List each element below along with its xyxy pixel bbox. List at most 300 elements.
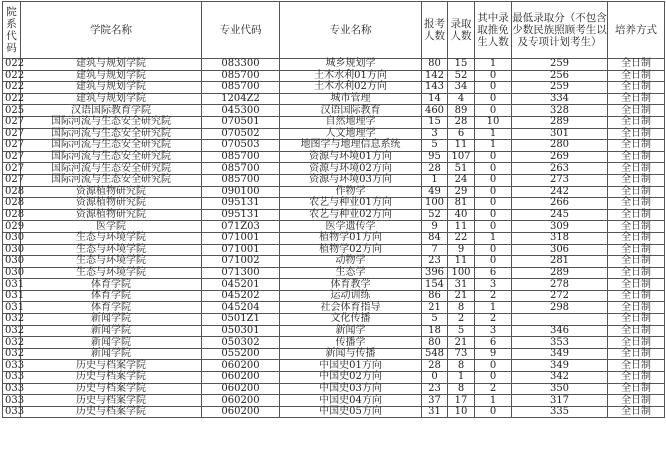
table-row — [3, 383, 665, 395]
cell-major-name: 中国史05方向 — [280, 406, 422, 418]
cell-exempt: 1 — [475, 395, 512, 407]
cell-admitted: 10 — [448, 406, 475, 418]
cell-dept-code: 033 — [3, 372, 21, 384]
cell-admitted: 40 — [448, 209, 475, 221]
cell-dept-code: 031 — [3, 290, 21, 302]
cell-min-score: 259 — [512, 59, 608, 71]
cell-dept-name: 新闻学院 — [21, 348, 202, 360]
cell-admitted: 31 — [448, 279, 475, 291]
cell-major-code: 085700 — [202, 82, 280, 94]
cell-applicants: 396 — [422, 267, 448, 279]
cell-mode: 全日制 — [608, 267, 665, 279]
cell-major-code: 060200 — [202, 383, 280, 395]
cell-admitted: 52 — [448, 70, 475, 82]
table-row — [3, 209, 665, 221]
table-row — [3, 325, 665, 337]
cell-exempt: 0 — [475, 105, 512, 117]
cell-dept-code: 030 — [3, 232, 21, 244]
cell-applicants: 100 — [422, 198, 448, 210]
cell-major-name: 生态学 — [280, 267, 422, 279]
cell-applicants: 28 — [422, 360, 448, 372]
cell-major-code: 083300 — [202, 59, 280, 71]
cell-dept-name: 国际河流与生态安全研究院 — [21, 128, 202, 140]
cell-mode: 全日制 — [608, 163, 665, 175]
cell-dept-name: 国际河流与生态安全研究院 — [21, 151, 202, 163]
cell-mode: 全日制 — [608, 82, 665, 94]
cell-major-name: 资源与环境03方向 — [280, 174, 422, 186]
table-row — [3, 116, 665, 128]
table-row — [3, 221, 665, 233]
cell-major-code: 085700 — [202, 163, 280, 175]
cell-min-score: 263 — [512, 163, 608, 175]
cell-dept-name: 体育学院 — [21, 302, 202, 314]
cell-min-score: 349 — [512, 348, 608, 360]
cell-applicants: 86 — [422, 290, 448, 302]
cell-admitted: 24 — [448, 174, 475, 186]
cell-exempt: 0 — [475, 93, 512, 105]
cell-admitted: 21 — [448, 290, 475, 302]
cell-exempt: 0 — [475, 198, 512, 210]
cell-min-score: 273 — [512, 174, 608, 186]
cell-applicants: 1 — [422, 174, 448, 186]
cell-min-score: 306 — [512, 244, 608, 256]
cell-dept-code: 033 — [3, 360, 21, 372]
table-row — [3, 93, 665, 105]
cell-dept-name: 资源植物研究院 — [21, 198, 202, 210]
cell-dept-name: 生态与环境学院 — [21, 232, 202, 244]
cell-min-score: 256 — [512, 70, 608, 82]
cell-dept-code: 033 — [3, 395, 21, 407]
cell-dept-code: 027 — [3, 174, 21, 186]
table-row — [3, 198, 665, 210]
cell-dept-name: 医学院 — [21, 221, 202, 233]
cell-mode: 全日制 — [608, 209, 665, 221]
cell-applicants: 14 — [422, 93, 448, 105]
cell-major-name: 人文地理学 — [280, 128, 422, 140]
cell-min-score: 317 — [512, 395, 608, 407]
cell-min-score: 298 — [512, 302, 608, 314]
cell-admitted: 4 — [448, 93, 475, 105]
cell-applicants: 52 — [422, 209, 448, 221]
cell-dept-code: 027 — [3, 116, 21, 128]
cell-admitted: 89 — [448, 105, 475, 117]
cell-mode: 全日制 — [608, 406, 665, 418]
header-mode: 培养方式 — [608, 2, 665, 59]
cell-major-name: 自然地理学 — [280, 116, 422, 128]
cell-dept-name: 新闻学院 — [21, 325, 202, 337]
cell-exempt: 0 — [475, 82, 512, 94]
cell-admitted: 21 — [448, 337, 475, 349]
cell-mode: 全日制 — [608, 290, 665, 302]
cell-mode: 全日制 — [608, 186, 665, 198]
cell-mode: 全日制 — [608, 256, 665, 268]
cell-major-code: 045201 — [202, 279, 280, 291]
cell-mode: 全日制 — [608, 244, 665, 256]
cell-major-name: 运动训练 — [280, 290, 422, 302]
cell-major-code: 090100 — [202, 186, 280, 198]
cell-dept-name: 生态与环境学院 — [21, 256, 202, 268]
cell-min-score: 278 — [512, 279, 608, 291]
cell-major-code: 045204 — [202, 302, 280, 314]
cell-mode: 全日制 — [608, 105, 665, 117]
cell-admitted: 15 — [448, 59, 475, 71]
cell-min-score: 328 — [512, 105, 608, 117]
cell-admitted: 11 — [448, 221, 475, 233]
cell-min-score: 259 — [512, 82, 608, 94]
cell-major-name: 城乡规划学 — [280, 59, 422, 71]
cell-major-code: 085700 — [202, 70, 280, 82]
cell-dept-code: 022 — [3, 70, 21, 82]
cell-admitted: 1 — [448, 372, 475, 384]
cell-dept-code: 030 — [3, 256, 21, 268]
cell-exempt: 10 — [475, 116, 512, 128]
cell-admitted: 22 — [448, 232, 475, 244]
cell-applicants: 0 — [422, 372, 448, 384]
cell-major-name: 资源与环境02方向 — [280, 163, 422, 175]
cell-min-score: 272 — [512, 290, 608, 302]
cell-exempt: 1 — [475, 140, 512, 152]
cell-applicants: 548 — [422, 348, 448, 360]
cell-dept-code: 032 — [3, 337, 21, 349]
table-row — [3, 105, 665, 117]
table-row — [3, 267, 665, 279]
cell-admitted: 8 — [448, 383, 475, 395]
cell-exempt: 2 — [475, 314, 512, 326]
cell-major-code: 060200 — [202, 360, 280, 372]
cell-admitted: 28 — [448, 116, 475, 128]
cell-min-score: 289 — [512, 116, 608, 128]
cell-applicants: 154 — [422, 279, 448, 291]
cell-applicants: 142 — [422, 70, 448, 82]
cell-applicants: 5 — [422, 140, 448, 152]
cell-mode: 全日制 — [608, 128, 665, 140]
cell-exempt: 0 — [475, 163, 512, 175]
cell-major-name: 动物学 — [280, 256, 422, 268]
header-admitted: 录取人数 — [448, 2, 475, 59]
cell-admitted: 5 — [448, 325, 475, 337]
cell-dept-code: 029 — [3, 221, 21, 233]
cell-major-name: 中国史02方向 — [280, 372, 422, 384]
cell-major-name: 资源与环境01方向 — [280, 151, 422, 163]
table-row — [3, 59, 665, 71]
cell-min-score: 350 — [512, 383, 608, 395]
cell-min-score: 346 — [512, 325, 608, 337]
cell-min-score: 349 — [512, 360, 608, 372]
cell-major-code: 071001 — [202, 244, 280, 256]
cell-exempt: 9 — [475, 348, 512, 360]
cell-major-code: 071002 — [202, 256, 280, 268]
cell-dept-code: 027 — [3, 140, 21, 152]
cell-exempt: 0 — [475, 70, 512, 82]
cell-major-code: 070503 — [202, 140, 280, 152]
cell-applicants: 95 — [422, 151, 448, 163]
cell-admitted: 9 — [448, 244, 475, 256]
cell-applicants: 84 — [422, 232, 448, 244]
cell-mode: 全日制 — [608, 325, 665, 337]
cell-applicants: 5 — [422, 314, 448, 326]
cell-mode: 全日制 — [608, 93, 665, 105]
cell-major-code: 0501Z1 — [202, 314, 280, 326]
table-row — [3, 128, 665, 140]
cell-major-name: 农艺与种业01方向 — [280, 198, 422, 210]
cell-major-code: 071300 — [202, 267, 280, 279]
cell-dept-name: 国际河流与生态安全研究院 — [21, 116, 202, 128]
cell-dept-code: 028 — [3, 209, 21, 221]
cell-applicants: 37 — [422, 395, 448, 407]
cell-min-score: 245 — [512, 209, 608, 221]
cell-dept-code: 028 — [3, 186, 21, 198]
cell-dept-name: 国际河流与生态安全研究院 — [21, 174, 202, 186]
cell-dept-name: 新闻学院 — [21, 337, 202, 349]
table-row — [3, 302, 665, 314]
cell-min-score: 281 — [512, 256, 608, 268]
cell-major-code: 095131 — [202, 209, 280, 221]
table-row — [3, 406, 665, 418]
cell-applicants: 21 — [422, 302, 448, 314]
cell-major-code: 070502 — [202, 128, 280, 140]
cell-admitted: 51 — [448, 163, 475, 175]
table-row — [3, 395, 665, 407]
cell-exempt: 3 — [475, 325, 512, 337]
cell-major-name: 作物学 — [280, 186, 422, 198]
cell-dept-name: 历史与档案学院 — [21, 406, 202, 418]
cell-major-code: 085700 — [202, 174, 280, 186]
cell-dept-code: 032 — [3, 325, 21, 337]
cell-exempt: 0 — [475, 221, 512, 233]
cell-applicants: 9 — [422, 221, 448, 233]
table-row — [3, 279, 665, 291]
cell-dept-name: 建筑与规划学院 — [21, 59, 202, 71]
cell-dept-code: 032 — [3, 348, 21, 360]
cell-admitted: 17 — [448, 395, 475, 407]
cell-major-code: 060200 — [202, 372, 280, 384]
table-row — [3, 348, 665, 360]
cell-min-score: 335 — [512, 406, 608, 418]
cell-mode: 全日制 — [608, 360, 665, 372]
cell-major-name: 医学遗传学 — [280, 221, 422, 233]
cell-dept-code: 027 — [3, 163, 21, 175]
cell-major-code: 045202 — [202, 290, 280, 302]
cell-dept-name: 历史与档案学院 — [21, 383, 202, 395]
cell-admitted: 73 — [448, 348, 475, 360]
cell-dept-code: 033 — [3, 383, 21, 395]
cell-admitted: 11 — [448, 256, 475, 268]
cell-exempt: 3 — [475, 279, 512, 291]
header-dept-code: 院系代码 — [3, 2, 21, 59]
cell-mode: 全日制 — [608, 221, 665, 233]
cell-applicants: 143 — [422, 82, 448, 94]
cell-applicants: 15 — [422, 116, 448, 128]
table-row — [3, 290, 665, 302]
cell-dept-name: 国际河流与生态安全研究院 — [21, 163, 202, 175]
header-major-name: 专业名称 — [280, 2, 422, 59]
cell-exempt: 1 — [475, 232, 512, 244]
cell-exempt: 1 — [475, 302, 512, 314]
cell-mode: 全日制 — [608, 198, 665, 210]
cell-mode: 全日制 — [608, 70, 665, 82]
cell-dept-name: 体育学院 — [21, 279, 202, 291]
cell-major-code: 060200 — [202, 406, 280, 418]
cell-exempt: 2 — [475, 290, 512, 302]
cell-exempt: 0 — [475, 256, 512, 268]
cell-exempt: 0 — [475, 186, 512, 198]
cell-dept-name: 新闻学院 — [21, 314, 202, 326]
cell-admitted: 100 — [448, 267, 475, 279]
cell-admitted: 2 — [448, 314, 475, 326]
cell-dept-code: 022 — [3, 93, 21, 105]
cell-dept-code: 030 — [3, 267, 21, 279]
cell-applicants: 31 — [422, 406, 448, 418]
cell-min-score: 301 — [512, 128, 608, 140]
header-dept-name: 学院名称 — [21, 2, 202, 59]
cell-dept-code: 022 — [3, 82, 21, 94]
table-row — [3, 360, 665, 372]
cell-major-code: 055200 — [202, 348, 280, 360]
cell-applicants: 49 — [422, 186, 448, 198]
cell-dept-name: 汉语国际教育学院 — [21, 105, 202, 117]
cell-admitted: 29 — [448, 186, 475, 198]
cell-dept-name: 生态与环境学院 — [21, 244, 202, 256]
cell-major-name: 土木水利02方向 — [280, 82, 422, 94]
cell-major-code: 095131 — [202, 198, 280, 210]
cell-mode: 全日制 — [608, 348, 665, 360]
cell-min-score: 334 — [512, 93, 608, 105]
cell-mode: 全日制 — [608, 337, 665, 349]
cell-exempt: 0 — [475, 406, 512, 418]
header-applicants: 报考人数 — [422, 2, 448, 59]
cell-applicants: 18 — [422, 325, 448, 337]
cell-dept-name: 生态与环境学院 — [21, 267, 202, 279]
cell-mode: 全日制 — [608, 232, 665, 244]
cell-min-score: 242 — [512, 186, 608, 198]
table-row — [3, 140, 665, 152]
cell-min-score: 353 — [512, 337, 608, 349]
header-exempt: 其中录取推免生人数 — [475, 2, 512, 59]
cell-applicants: 80 — [422, 59, 448, 71]
cell-major-code: 070501 — [202, 116, 280, 128]
cell-exempt: 0 — [475, 174, 512, 186]
cell-dept-code: 032 — [3, 314, 21, 326]
cell-mode: 全日制 — [608, 314, 665, 326]
table-row — [3, 163, 665, 175]
cell-dept-code: 027 — [3, 151, 21, 163]
cell-applicants: 23 — [422, 256, 448, 268]
cell-mode: 全日制 — [608, 151, 665, 163]
cell-dept-code: 025 — [3, 105, 21, 117]
cell-admitted: 11 — [448, 140, 475, 152]
cell-dept-name: 建筑与规划学院 — [21, 93, 202, 105]
cell-mode: 全日制 — [608, 59, 665, 71]
cell-exempt: 0 — [475, 151, 512, 163]
table-row — [3, 186, 665, 198]
cell-dept-name: 历史与档案学院 — [21, 395, 202, 407]
cell-mode: 全日制 — [608, 116, 665, 128]
cell-applicants: 7 — [422, 244, 448, 256]
cell-admitted: 8 — [448, 360, 475, 372]
cell-major-name: 农艺与种业02方向 — [280, 209, 422, 221]
cell-major-name: 土木水利01方向 — [280, 70, 422, 82]
cell-applicants: 80 — [422, 337, 448, 349]
table-body — [3, 59, 665, 418]
table-row — [3, 337, 665, 349]
cell-min-score: 280 — [512, 140, 608, 152]
cell-admitted: 81 — [448, 198, 475, 210]
cell-major-name: 植物学02方向 — [280, 244, 422, 256]
cell-mode: 全日制 — [608, 140, 665, 152]
cell-major-name: 体育教学 — [280, 279, 422, 291]
cell-major-name: 新闻与传播 — [280, 348, 422, 360]
cell-applicants: 460 — [422, 105, 448, 117]
cell-mode: 全日制 — [608, 395, 665, 407]
cell-major-name: 中国史04方向 — [280, 395, 422, 407]
table-row — [3, 372, 665, 384]
cell-major-code: 045300 — [202, 105, 280, 117]
table-row — [3, 174, 665, 186]
cell-major-code: 085700 — [202, 151, 280, 163]
admission-score-table — [2, 1, 665, 418]
cell-major-name: 地图学与地理信息系统 — [280, 140, 422, 152]
cell-mode: 全日制 — [608, 372, 665, 384]
cell-exempt: 1 — [475, 128, 512, 140]
cell-major-name: 中国史03方向 — [280, 383, 422, 395]
cell-major-name: 文化传播 — [280, 314, 422, 326]
cell-major-code: 1204Z2 — [202, 93, 280, 105]
cell-dept-name: 资源植物研究院 — [21, 186, 202, 198]
cell-exempt: 0 — [475, 372, 512, 384]
cell-dept-code: 030 — [3, 244, 21, 256]
cell-major-code: 071Z03 — [202, 221, 280, 233]
cell-major-code: 050302 — [202, 337, 280, 349]
cell-min-score: 318 — [512, 232, 608, 244]
cell-exempt: 6 — [475, 267, 512, 279]
cell-min-score — [512, 314, 608, 326]
cell-admitted: 6 — [448, 128, 475, 140]
cell-dept-code: 028 — [3, 198, 21, 210]
cell-exempt: 0 — [475, 360, 512, 372]
table-row — [3, 232, 665, 244]
table-row — [3, 314, 665, 326]
cell-major-name: 传播学 — [280, 337, 422, 349]
cell-admitted: 34 — [448, 82, 475, 94]
cell-mode: 全日制 — [608, 383, 665, 395]
cell-exempt: 0 — [475, 244, 512, 256]
cell-dept-code: 031 — [3, 302, 21, 314]
cell-dept-name: 历史与档案学院 — [21, 372, 202, 384]
cell-major-name: 社会体育指导 — [280, 302, 422, 314]
cell-exempt: 0 — [475, 209, 512, 221]
cell-min-score: 269 — [512, 151, 608, 163]
cell-major-name: 新闻学 — [280, 325, 422, 337]
cell-major-name: 中国史01方向 — [280, 360, 422, 372]
cell-min-score: 342 — [512, 372, 608, 384]
admission-table-container — [2, 1, 664, 418]
cell-exempt: 1 — [475, 59, 512, 71]
table-row — [3, 82, 665, 94]
cell-dept-code: 031 — [3, 279, 21, 291]
cell-applicants: 23 — [422, 383, 448, 395]
cell-dept-name: 体育学院 — [21, 290, 202, 302]
cell-mode: 全日制 — [608, 174, 665, 186]
table-row — [3, 256, 665, 268]
cell-mode: 全日制 — [608, 279, 665, 291]
cell-dept-name: 资源植物研究院 — [21, 209, 202, 221]
table-row — [3, 151, 665, 163]
cell-min-score: 266 — [512, 198, 608, 210]
table-row — [3, 244, 665, 256]
cell-min-score: 309 — [512, 221, 608, 233]
cell-major-code: 071001 — [202, 232, 280, 244]
table-row — [3, 70, 665, 82]
